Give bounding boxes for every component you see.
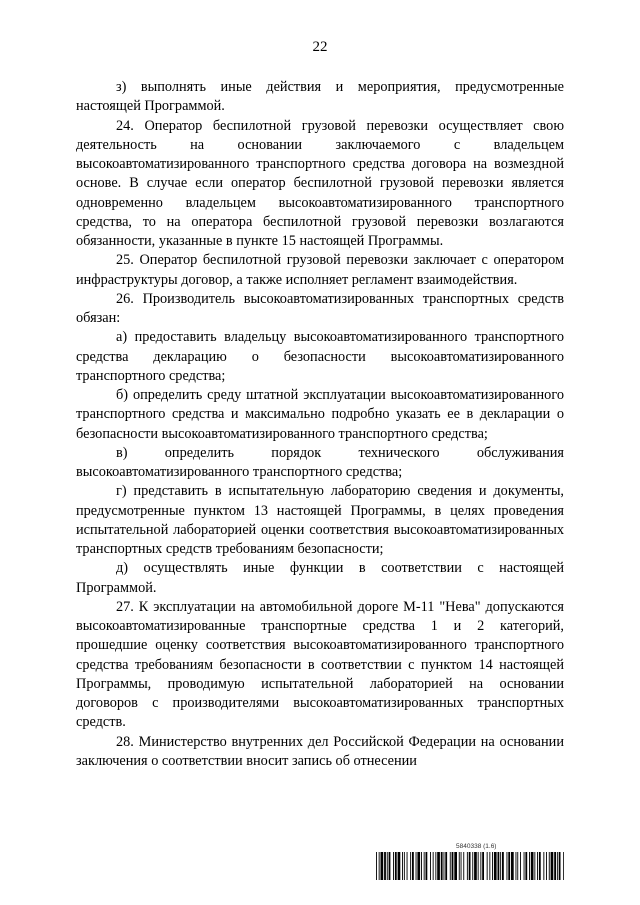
barcode-bar [467, 852, 468, 880]
barcode-bar [500, 852, 501, 880]
barcode-bar [430, 852, 431, 880]
barcode-bar [384, 852, 386, 880]
barcode-bar [437, 852, 440, 880]
barcode-bar [421, 852, 422, 880]
barcode-bar [537, 852, 538, 880]
barcode-bar [529, 852, 530, 880]
barcode-bar [404, 852, 405, 880]
barcode-bar [563, 852, 564, 880]
barcode-bar [424, 852, 425, 880]
barcode-bar [534, 852, 535, 880]
barcode-bar [410, 852, 411, 880]
paragraph-28: 28. Министерство внутренних дел Российской Федерации на основании заключения о соответствии вносит запись об отнесении [76, 733, 564, 769]
page-number: 22 [312, 39, 328, 55]
paragraph-26: 26. Производитель высокоавтоматизированных транспортных средств обязан: [76, 290, 564, 326]
paragraph-26-d: д) осуществлять иные функции в соответствии с настоящей Программой. [76, 560, 564, 596]
barcode-bar [525, 852, 527, 880]
barcode-bar [435, 852, 436, 880]
barcode-bar [395, 852, 397, 880]
barcode-bar [452, 852, 454, 880]
barcode-bar [508, 852, 510, 880]
barcode-bar [531, 852, 534, 880]
barcode-bar [461, 852, 462, 880]
paragraph-26-b: б) определить среду штатной эксплуатации высокоавтоматизированного транспортного средства и максимально подробно указать ее в декларации о безопасности высокоавтоматизированного транспортного средства; [76, 387, 564, 442]
barcode-bar [516, 852, 517, 880]
barcode-image [376, 852, 564, 880]
barcode-bar [469, 852, 471, 880]
barcode-bar [416, 852, 417, 880]
barcode-bar [463, 852, 464, 880]
barcode-bar [557, 852, 558, 880]
barcode-bar [393, 852, 394, 880]
barcode-bar [492, 852, 493, 880]
body-text [76, 78, 564, 771]
barcode-bar [441, 852, 443, 880]
barcode-bar [445, 852, 447, 880]
barcode-bar [472, 852, 473, 880]
paragraph-25: 25. Оператор беспилотной грузовой перевозки заключает с оператором инфраструктуры договор, а также исполняет регламент взаимодействия. [76, 252, 564, 288]
paragraph-24: 24. Оператор беспилотной грузовой перевозки осуществляет свою деятельность на основании заключаемого с владельцем высокоавтоматизированного транспортного средства договора на возмездной основе. В случае если оператор беспилотной грузовой перевозки является одновременно владельцем высокоавтоматизированного транспортного средства, то на оператора беспилотной грузовой перевозки возлагаются обязанности, указанные в пункте 15 настоящей Программы. [76, 117, 564, 249]
barcode-bar [474, 852, 477, 880]
barcode-bar [426, 852, 428, 880]
barcode-bar [546, 852, 547, 880]
barcode-bar [502, 852, 504, 880]
barcode-bar [389, 852, 391, 880]
barcode-bar [433, 852, 434, 880]
barcode-bar [494, 852, 497, 880]
barcode-bar [454, 852, 457, 880]
barcode-bar [444, 852, 445, 880]
barcode-bar [511, 852, 514, 880]
barcode-bar [482, 852, 484, 880]
paragraph-26-g: г) представить в испытательную лабораторию сведения и документы, предусмотренные пунктом 13 настоящей Программы, в целях проведения испытательной лабораторией оценки соответствия высокоавтоматизированных транспортных средств требованиям безопасности; [76, 483, 564, 557]
barcode-bar [402, 852, 403, 880]
barcode-bar [480, 852, 481, 880]
barcode-bar [398, 852, 401, 880]
barcode-bar [412, 852, 414, 880]
barcode-bar [559, 852, 561, 880]
barcode-bar [459, 852, 460, 880]
paragraph-27: 27. К эксплуатации на автомобильной дороге М-11 "Нева" допускаются высокоавтоматизированные транспортные средства 1 и 2 категорий, прошедшие оценку соответствия высокоавтоматизированного транспортного средства требованиям безопасности в соответствии с пунктом 14 настоящей Программы, проводимую испытательной лабораторией на основании договоров с производителями высокоавтоматизированных транспортных средств. [76, 598, 564, 731]
barcode-bar [551, 852, 554, 880]
barcode-bar [407, 852, 408, 880]
barcode-bar [539, 852, 541, 880]
barcode-bar [450, 852, 451, 880]
paragraph-26-v: в) определить порядок технического обслуживания высокоавтоматизированного транспортного средства; [76, 444, 564, 480]
barcode-bar [507, 852, 508, 880]
barcode-bar [549, 852, 550, 880]
barcode-bar [381, 852, 384, 880]
barcode-bar [489, 852, 490, 880]
barcode-bar [478, 852, 479, 880]
document-code: 5840338 (1.6) [456, 843, 497, 850]
barcode-bar [379, 852, 380, 880]
barcode-bar [417, 852, 420, 880]
paragraph-26-a: а) предоставить владельцу высокоавтоматизированного транспортного средства декларацию о безопасности высокоавтоматизированного транспортного средства; [76, 329, 564, 384]
barcode-bar [517, 852, 518, 880]
barcode-bar [554, 852, 556, 880]
barcode-bar [387, 852, 388, 880]
barcode-bar [487, 852, 488, 880]
paragraph-item-z: з) выполнять иные действия и мероприятия, предусмотренные настоящей Программой. [76, 79, 564, 115]
barcode-bar [376, 852, 377, 880]
barcode-bar [520, 852, 521, 880]
barcode-bar [524, 852, 525, 880]
barcode-bar [498, 852, 500, 880]
barcode-bar [543, 852, 544, 880]
